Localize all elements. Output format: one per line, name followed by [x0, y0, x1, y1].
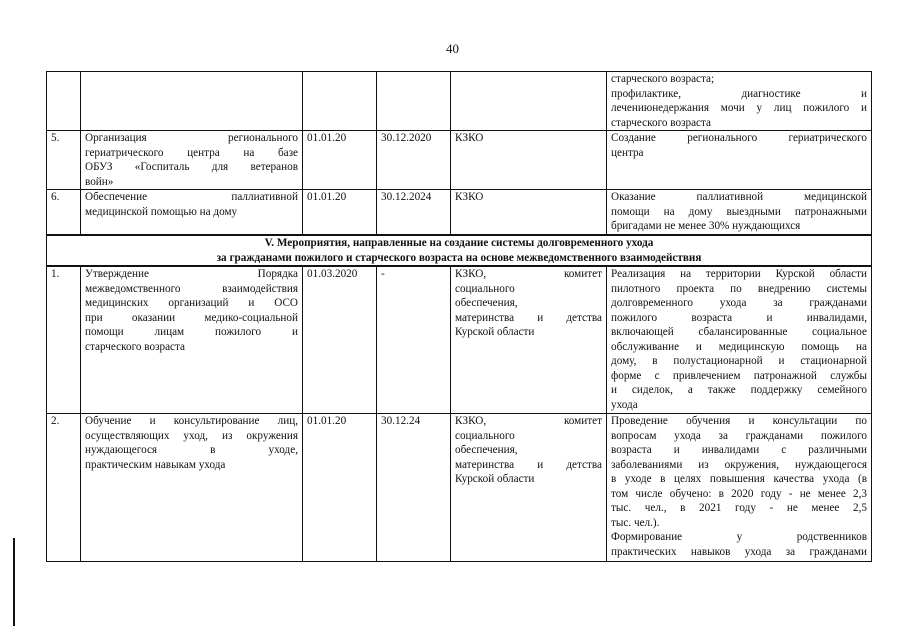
end-date: 30.12.2024 — [381, 191, 432, 203]
margin-line — [13, 538, 15, 626]
executor-line: Курской области — [455, 326, 535, 338]
measure-name-line: медицинской помощью на дому — [85, 205, 238, 218]
row-number-cell — [47, 414, 81, 562]
end-date-cell — [377, 190, 451, 236]
result-line: Формирование у родственников — [611, 531, 867, 543]
measure-name-line: при оказании медико-социальной — [85, 311, 298, 324]
start-date: 01.01.20 — [307, 132, 347, 144]
row-number-cell — [47, 72, 81, 131]
table-row — [47, 266, 872, 414]
table-row — [47, 131, 872, 190]
result-line: Оказание паллиативной медицинской — [611, 191, 867, 203]
result-line: практических навыков ухода за гражданами — [611, 545, 867, 558]
executor-line: КЗКО — [455, 132, 484, 144]
result-cell — [607, 266, 872, 414]
end-date: 30.12.24 — [381, 415, 421, 427]
result-line: старческого возраста — [611, 116, 712, 129]
measure-name-line: ОБУЗ «Госпиталь для ветеранов — [85, 161, 298, 173]
row-number-cell — [47, 190, 81, 236]
result-line: возраста и инвалидами с различными — [611, 444, 867, 456]
result-line: старческого возраста; — [611, 73, 715, 85]
result-line: тыс. чел., в 2021 году - не менее 2,5 — [611, 502, 867, 514]
measure-name-line: осуществляющих уход, из окружения — [85, 429, 298, 442]
page-number: 40 — [446, 41, 459, 56]
executor-cell — [451, 266, 607, 414]
result-line: помощи на дому выездными патронажными — [611, 205, 867, 218]
executor-line: социального — [455, 282, 515, 295]
measure-name-line: практическим навыкам ухода — [85, 458, 226, 471]
start-date-cell — [303, 190, 377, 236]
end-date-cell — [377, 414, 451, 562]
result-line: ухода — [611, 398, 638, 411]
result-cell — [607, 131, 872, 190]
result-line: в уходе в целях повышения качества ухода (в — [611, 473, 867, 485]
result-line: бригадами не менее 30% нуждающихся — [611, 220, 801, 232]
executor-line: материнства и детства — [455, 311, 602, 324]
result-cell — [607, 72, 872, 131]
result-line: Создание регионального гериатрического — [611, 132, 867, 144]
executor-cell — [451, 131, 607, 190]
row-number: 1. — [51, 268, 60, 280]
executor-line: материнства и детства — [455, 458, 602, 471]
executor-cell — [451, 414, 607, 562]
result-line: Реализация на территории Курской области — [611, 268, 867, 280]
executor-line: КЗКО, комитет — [455, 268, 602, 280]
result-line: пожилого возраста и инвалидами, — [611, 311, 867, 324]
result-cell — [607, 190, 872, 236]
measure-name-line: помощи лицам пожилого и — [85, 326, 298, 338]
measure-name-line: нуждающегося в уходе, — [85, 444, 298, 456]
measure-name-cell — [81, 72, 303, 131]
end-date: - — [381, 268, 385, 280]
executor-cell — [451, 72, 607, 131]
section-title-line: за гражданами пожилого и старческого возраста на основе межведомственного взаимодействия — [216, 251, 702, 264]
row-number: 5. — [51, 132, 60, 144]
end-date-cell — [377, 72, 451, 131]
start-date: 01.01.20 — [307, 191, 347, 203]
measure-name-cell — [81, 131, 303, 190]
end-date: 30.12.2020 — [381, 132, 432, 144]
result-line: дому, в полустационарной и стационарной — [611, 355, 867, 367]
executor-line: обеспечения, — [455, 444, 518, 456]
executor-line: социального — [455, 429, 515, 442]
result-line: вопросам ухода за гражданами пожилого — [611, 429, 867, 442]
result-line: лечениюнедержания мочи у лиц пожилого и — [611, 102, 867, 114]
result-line: центра — [611, 146, 644, 159]
executor-line: КЗКО — [455, 191, 484, 203]
measure-name-line: Обеспечение паллиативной — [85, 191, 298, 203]
result-line: долговременного ухода за гражданами — [611, 297, 867, 309]
row-number-cell — [47, 266, 81, 414]
result-cell — [607, 414, 872, 562]
result-line: включающей сбалансированные социальное — [611, 326, 867, 338]
result-line: пилотного проекта по внедрению системы — [611, 282, 867, 295]
measure-name-line: межведомственного взаимодействия — [85, 282, 298, 295]
end-date-cell — [377, 266, 451, 414]
row-number-cell — [47, 131, 81, 190]
executor-line: обеспечения, — [455, 297, 518, 309]
start-date-cell — [303, 72, 377, 131]
measure-name-line: Организация регионального — [85, 132, 298, 144]
row-number: 2. — [51, 415, 60, 427]
result-line: тыс. чел.). — [611, 516, 660, 529]
table-row — [47, 190, 872, 236]
result-line: Проведение обучения и консультации по — [611, 415, 867, 427]
measure-name-line: Утверждение Порядка — [85, 268, 298, 280]
executor-line: Курской области — [455, 473, 535, 485]
result-line: профилактике, диагностике и — [611, 87, 867, 100]
measure-name-cell — [81, 414, 303, 562]
start-date-cell — [303, 414, 377, 562]
start-date: 01.01.20 — [307, 415, 347, 427]
measures-table — [46, 71, 872, 562]
measure-name-line: медицинских организаций и ОСО — [85, 297, 298, 309]
result-line: обслуживание и медицинскую помощь на — [611, 340, 867, 353]
measure-name-line: гериатрического центра на базе — [85, 146, 298, 159]
measure-name-cell — [81, 190, 303, 236]
result-line: форме с привлечением патронажной службы — [611, 369, 867, 382]
start-date-cell — [303, 266, 377, 414]
start-date: 01.03.2020 — [307, 268, 358, 280]
section-title — [47, 235, 872, 266]
row-number: 6. — [51, 191, 60, 203]
result-line: заболеваниями из окружения, нуждающегося — [611, 458, 867, 471]
measure-name-line: Обучение и консультирование лиц, — [85, 415, 298, 427]
measure-name-cell — [81, 266, 303, 414]
section-header-row — [47, 235, 872, 266]
executor-cell — [451, 190, 607, 236]
section-title-line: V. Мероприятия, направленные на создание системы долговременного ухода — [264, 237, 654, 249]
result-line: и сиделок, а также поддержку семейного — [611, 384, 867, 396]
measure-name-line: старческого возраста — [85, 340, 186, 353]
start-date-cell — [303, 131, 377, 190]
table-row — [47, 414, 872, 562]
end-date-cell — [377, 131, 451, 190]
table-row — [47, 72, 872, 131]
executor-line: КЗКО, комитет — [455, 415, 602, 427]
result-line: том числе обучено: в 2020 году - не менее 2,3 — [611, 487, 867, 500]
measure-name-line: войн» — [85, 175, 114, 188]
